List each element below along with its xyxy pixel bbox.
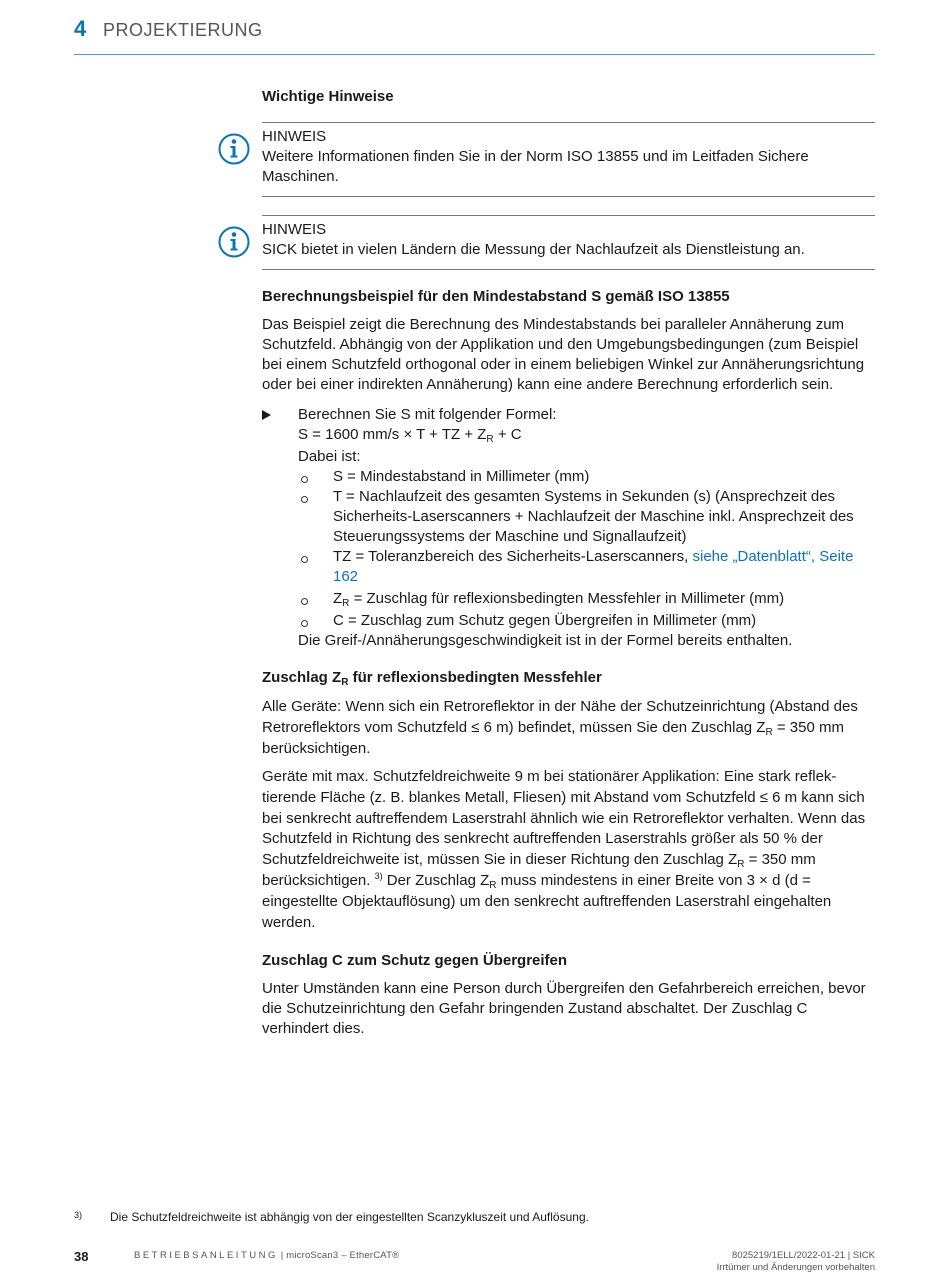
footer-doc-info (717, 1250, 875, 1274)
notice-box-1 (262, 122, 875, 197)
calc-intro: Das Beispiel zeigt die Berechnung des Mindestabstands bei paralleler Annäherung zum Schutzfeld. Abhängig von der Applikation und den Umgebungsbedingungen (zum Beispiel bei einem Schutzfeld orthogonal oder in einem beliebigen Winkel zur Annäherungsrichtung oder bei einer indirekten Annäherung) kann eine andere Berechnung erforderlich sein. (262, 316, 865, 393)
info-icon (218, 226, 250, 258)
list-item: S = Mindestabstand in Millimeter (mm) (298, 467, 875, 487)
list-item: T = Nachlaufzeit des gesamten Systems in Sekunden (s) (Ansprechzeit des Sicherheits-Laserscanners + Nachlaufzeit der Maschine inkl. Ansprechzeit des Steuerungssystems der Maschine und Signallaufzeit) (298, 487, 875, 547)
footer-doc-id: 8025219/1ELL/2022-01-21 | SICK (732, 1250, 875, 1261)
variable-list (298, 467, 875, 631)
circle-bullet-icon (301, 496, 308, 503)
circle-bullet-icon (301, 476, 308, 483)
footer-disclaimer: Irrtümer und Änderungen vorbehalten (716, 1262, 875, 1273)
info-icon (218, 133, 250, 165)
page-footer (74, 1248, 875, 1274)
calc-heading: Berechnungsbeispiel für den Mindestabstand S gemäß ISO 13855 (262, 288, 730, 305)
datasheet-link[interactable]: siehe „Datenblatt“, Seite 162 (333, 548, 854, 585)
circle-bullet-icon (301, 556, 308, 563)
arrow-bullet-icon (262, 410, 271, 420)
notice-text: Weitere Informationen finden Sie in der Norm ISO 13855 und im Leitfaden Sichere Maschinen. (262, 148, 809, 185)
circle-bullet-icon (301, 598, 308, 605)
where-label: Dabei ist: (298, 448, 361, 465)
zr-paragraph-1: Alle Geräte: Wenn sich ein Retroreflektor in der Nähe der Schutzeinrichtung (Abstand des Retroreflektors vom Schutzfeld ≤ 6 m) befindet, müssen Sie den Zuschlag $Z_R = 350$ mm berücksichtigen. (262, 698, 858, 757)
calc-closing: Die Greif-/Annäherungsgeschwindigkeit ist in der Formel bereits enthalten. (298, 632, 793, 649)
footer-doc-title: BETRIEBSANLEITUNG | microScan3 – EtherCAT® (134, 1250, 400, 1261)
footnote-text: Die Schutzfeldreichweite ist abhängig von der eingestellten Scanzykluszeit und Auflösung. (110, 1210, 589, 1224)
main-content (262, 86, 875, 1039)
page-header (74, 14, 875, 55)
c-paragraph: Unter Umständen kann eine Person durch Übergreifen den Gefahrbereich erreichen, bevor die Schutzeinrichtung den Gefahr bringenden Zustand abschaltet. Der Zuschlag C verhindert dies. (262, 980, 866, 1038)
formula: S = 1600 mm/s × T + TZ + $Z_R + C$ (298, 426, 522, 445)
section-heading-important: Wichtige Hinweise (262, 88, 394, 105)
notice-box-2 (262, 215, 875, 270)
circle-bullet-icon (301, 620, 308, 627)
list-item: $Z_R$ = Zuschlag für reflexionsbedingten Messfehler in Millimeter (mm) (298, 589, 875, 609)
c-heading: Zuschlag C zum Schutz gegen Übergreifen (262, 952, 568, 970)
calc-step (262, 405, 875, 651)
chapter-title: PROJEKTIERUNG (103, 20, 263, 40)
zr-paragraph-2: Geräte mit max. Schutzfeldreichweite 9 m bei stationärer Applikation: Eine stark reflektierende Fläche (z. B. blankes Metall, Fliesen) mit Abstand vom Schutzfeld ≤ 6 m kann sich bei senkrecht auftreffendem Laserstrahl ähnlich wie ein Retroreflektor verhalten. Wenn das Schutzfeld in Richtung des senkrecht auftreffenden Laserstrahls größer als 50 % der Schutzfeldreichweite ist, müssen Sie in dieser Richtung den Zuschlag $Z_R = 350$ mm berücksichtigen. $^{3)}$ Der Zuschlag $Z_R$ muss mindestens in einer Breite von 3 × d (d = eingestellte Objektauflösung) um den senkrecht auftreffenden Laserstrahl eingehalten werden. (262, 768, 866, 931)
footnote-ref[interactable]: 3) (374, 870, 383, 881)
list-item: TZ = Toleranzbereich des Sicherheits-Laserscanners, siehe „Datenblatt“, Seite 162 (298, 547, 875, 587)
list-item: C = Zuschlag zum Schutz gegen Übergreifen in Millimeter (mm) (298, 611, 875, 631)
notice-text: SICK bietet in vielen Ländern die Messung der Nachlaufzeit als Dienstleistung an. (262, 241, 805, 258)
calc-step-text: Berechnen Sie S mit folgender Formel: (298, 406, 557, 423)
notice-title: HINWEIS (262, 128, 327, 145)
chapter-number: 4 (74, 16, 87, 41)
zr-heading: Zuschlag $Z_R$ für reflexionsbedingten Messfehler (262, 669, 602, 688)
page-number: 38 (74, 1249, 89, 1264)
notice-title: HINWEIS (262, 221, 327, 238)
footnote-mark: 3) (74, 1210, 83, 1220)
